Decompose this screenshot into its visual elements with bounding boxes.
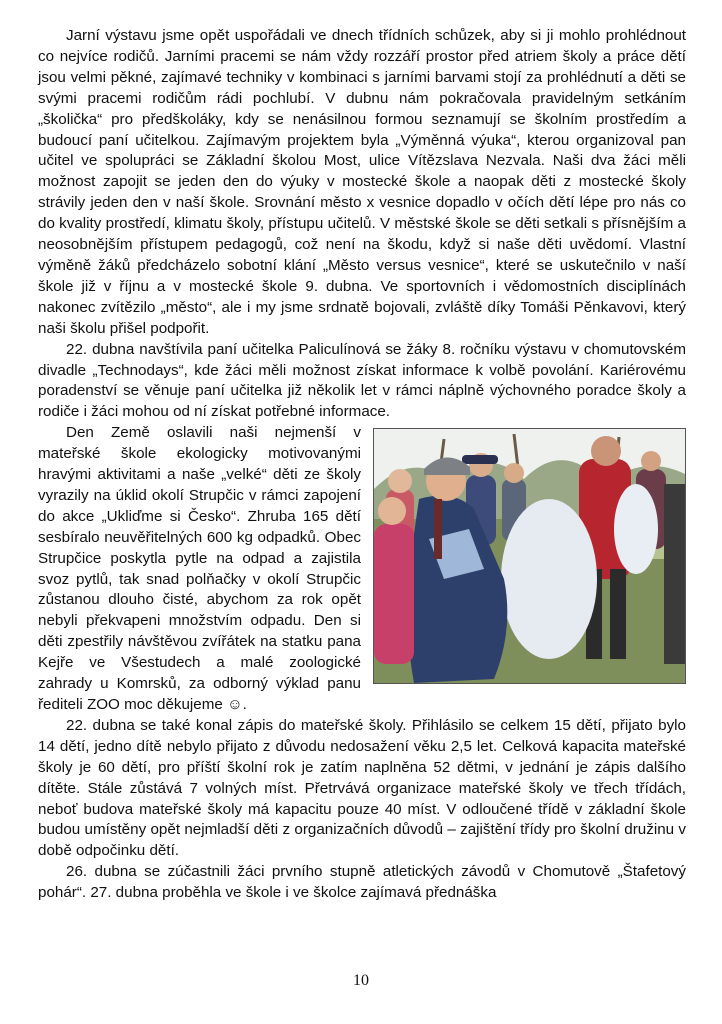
paragraph-technodays: 22. dubna navštívila paní učitelka Paliculínová se žáky 8. ročníku výstavu v chomutovském divadle „Technodays“, kde žáci měli možnost získat informace k volbě povolání. Kariérovému poradenství se věnuje paní učitelka již několik let v rámci náplně výchovného poradce školy a rodiče i žáci mohou od ní získat potřebné informace. [38, 340, 686, 421]
paragraph-relay-race: 26. dubna se zúčastnili žáci prvního stupně atletických závodů v Chomutově „Štafetový pohár“. 27. dubna proběhla ve škole i ve školce zajímavá přednáška [38, 863, 686, 902]
photo-children-cleanup [373, 428, 686, 684]
page-number: 10 [353, 972, 369, 989]
paragraph-earth-day: Den Země oslavili naši nejmenší v mateřské škole ekologicky motivovanými hravými aktivitami a naše „velké“ děti ze školy vyrazily na úklid okolí Strupčic v rámci zapojení do akce „Ukliďme si Česko“. Zhruba 165 dětí sesbíralo neuvěřitelných 600 kg odpadků. Obec Strupčice poskytla pytle na odpad a zajistila svoz pytlů, tak snad polňačky v okolí Strupčic zůstanou dlouho čisté, abychom za rok opět nebyli překvapeni množstvím odpadu. Den si děti zpestřily návštěvou zvířátek na statku pana Kejře ve Všestudech a malé zoologické zahrady u Komrsků, za odborný výklad panu řediteli ZOO moc děkujeme ☺. [38, 424, 361, 713]
document-body [38, 26, 686, 904]
photo-illustration [374, 429, 685, 683]
paragraph-kindergarten-enrolment: 22. dubna se také konal zápis do mateřské školy. Přihlásilo se celkem 15 dětí, přijato bylo 14 dětí, jedno dítě nebylo přijato z důvodu nedosažení věku 2,5 let. Celková kapacita mateřské školy je 60 dětí, pro příští školní rok je zatím naplněna 52 dětmi, v jednání je zápis dalšího dítěte. Stále zůstává 7 volných míst. Přetrvává organizace mateřské školy ve třech třídách, neboť budova mateřské školy má kapacitu pouze 40 míst. V odloučené třídě v základní škole budou umístěny opět nejmladší děti z organizačních důvodů – zajištění třídy pro školní družinu v době odpočinku dětí. [38, 716, 686, 860]
paragraph-spring-exhibition: Jarní výstavu jsme opět uspořádali ve dnech třídních schůzek, aby si ji mohlo prohlédnout co nejvíce rodičů. Jarními pracemi se nám vždy rozzáří prostor před atriem školy a práce dětí jsou velmi pěkné, zajímavé techniky v kombinaci s jarními barvami stojí za prohlédnutí a děti se svými pracemi rodičům rádi pochlubí. V dubnu nám pokračovala pravidelným setkáním „školička“ pro předškoláky, kdy se nenásilnou formou seznamují se školním prostředím a budoucí paní učitelkou. Zajímavým projektem byla „Výměnná výuka“, kterou organizoval pan učitel ve spolupráci se Základní školou Most, ulice Vítězslava Nezvala. Naši dva žáci měli možnost zapojit se jeden den do výuky v mostecké škole a naopak děti z mostecké školy strávily jeden den v naší škole. Srovnání město x vesnice dopadlo v očích dětí lépe pro nás co do kvality prostředí, klimatu školy, přístupu učitelů. V městské škole se děti setkali s přísnějším a neosobnějším přístupem pedagogů, což není na škodu, když si naše děti uvědomí. Vlastní výměně žáků předcházelo sobotní klání „Město versus vesnice“, které se uskutečnilo v naší škole již v říjnu a v mostecké škole 9. dubna. Ve sportovních i vědomostních disciplínách nakonec zvítězilo „město“, ale i my jsme srdnatě bojovali, zvláště díky Tomáši Pěnkavovi, který naši školu přišel podpořit. [38, 27, 686, 337]
